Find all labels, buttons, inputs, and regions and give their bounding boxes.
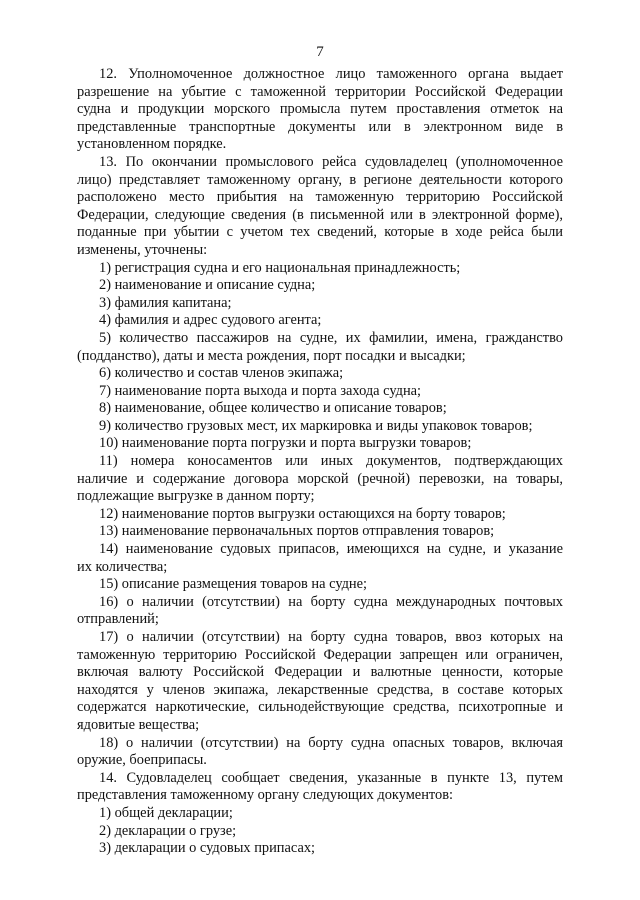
text-line: отправлений;: [77, 611, 159, 628]
text-line: 2) наименование и описание судна;: [99, 277, 316, 294]
text-line: судна и продукции морского промысла путем проставления отметок на: [77, 101, 563, 118]
text-line: включая валюту Российской Федерации и валютные ценности, которые: [77, 664, 563, 681]
text-line: 12) наименование портов выгрузки остающихся на борту товаров;: [99, 505, 506, 522]
text-line: 17) о наличии (отсутствии) на борту судна товаров, ввоз которых на: [99, 629, 563, 645]
text-line: представления таможенному органу следующих документов:: [77, 787, 453, 804]
text-line: 3) декларации о судовых припасах;: [99, 840, 316, 857]
text-line: 1) регистрация судна и его национальная принадлежность;: [99, 259, 461, 276]
text-line: лицо) представляет таможенному органу, в регионе деятельности которого: [77, 171, 563, 188]
text-line: 14) наименование судовых припасов, имеющихся на судне, и указание: [99, 541, 563, 558]
text-line: содержатся наркотические, сильнодействующие средства, психотропные и: [77, 699, 563, 716]
text-line: установленном порядке.: [77, 136, 227, 153]
text-line: подлежащие выгрузке в данном порту;: [77, 488, 315, 505]
text-line: 15) описание размещения товаров на судне;: [99, 576, 368, 593]
text-line: 6) количество и состав членов экипажа;: [99, 365, 344, 382]
text-line: 18) о наличии (отсутствии) на борту судна опасных товаров, включая: [99, 734, 563, 751]
text-line: оружие, боеприпасы.: [77, 752, 207, 769]
text-line: 11) номера коносаментов или иных документов, подтверждающих: [99, 453, 563, 470]
text-line: Федерации, следующие сведения (в письменной или в электронной форме),: [77, 206, 563, 223]
page-number: 7: [316, 44, 324, 60]
text-line: таможенную территорию Российской Федерации запрещен или ограничен,: [77, 646, 563, 663]
document-body: [77, 66, 563, 858]
text-line: представленные транспортные документы или в электронном виде в: [77, 118, 563, 135]
text-line: 9) количество грузовых мест, их маркировка и виды упаковок товаров;: [99, 417, 533, 434]
text-line: изменены, уточнены:: [77, 241, 208, 258]
text-line: находятся у членов экипажа, лекарственные средства, в составе которых: [77, 681, 563, 698]
text-line: 5) количество пассажиров на судне, их фамилии, имена, гражданство: [99, 329, 563, 346]
text-line: 8) наименование, общее количество и описание товаров;: [99, 400, 447, 417]
text-line: 13. По окончании промыслового рейса судовладелец (уполномоченное: [99, 153, 563, 170]
text-line: 4) фамилия и адрес судового агента;: [99, 312, 322, 329]
text-line: ядовитые вещества;: [77, 716, 200, 733]
text-line: их количества;: [77, 558, 168, 575]
text-line: расположено место прибытия на таможенную территорию Российской: [77, 189, 563, 206]
text-line: разрешение на убытие с таможенной территории Российской Федерации: [77, 83, 563, 100]
text-line: 3) фамилия капитана;: [99, 294, 232, 311]
text-line: 7) наименование порта выхода и порта захода судна;: [99, 382, 422, 399]
text-line: 1) общей декларации;: [99, 804, 233, 821]
text-line: 12. Уполномоченное должностное лицо таможенного органа выдает: [99, 66, 563, 82]
text-line: 2) декларации о грузе;: [99, 822, 237, 839]
text-line: наличие и содержание договора морской (речной) перевозки, на товары,: [77, 470, 563, 487]
text-line: 13) наименование первоначальных портов отправления товаров;: [99, 523, 495, 540]
text-line: 10) наименование порта погрузки и порта выгрузки товаров;: [99, 435, 472, 452]
text-line: (подданство), даты и места рождения, порт посадки и высадки;: [77, 347, 466, 364]
text-line: 16) о наличии (отсутствии) на борту судна международных почтовых: [99, 593, 563, 610]
text-line: 14. Судовладелец сообщает сведения, указанные в пункте 13, путем: [99, 769, 563, 786]
text-line: поданные при убытии с учетом тех сведений, которые в ходе рейса были: [77, 224, 563, 241]
